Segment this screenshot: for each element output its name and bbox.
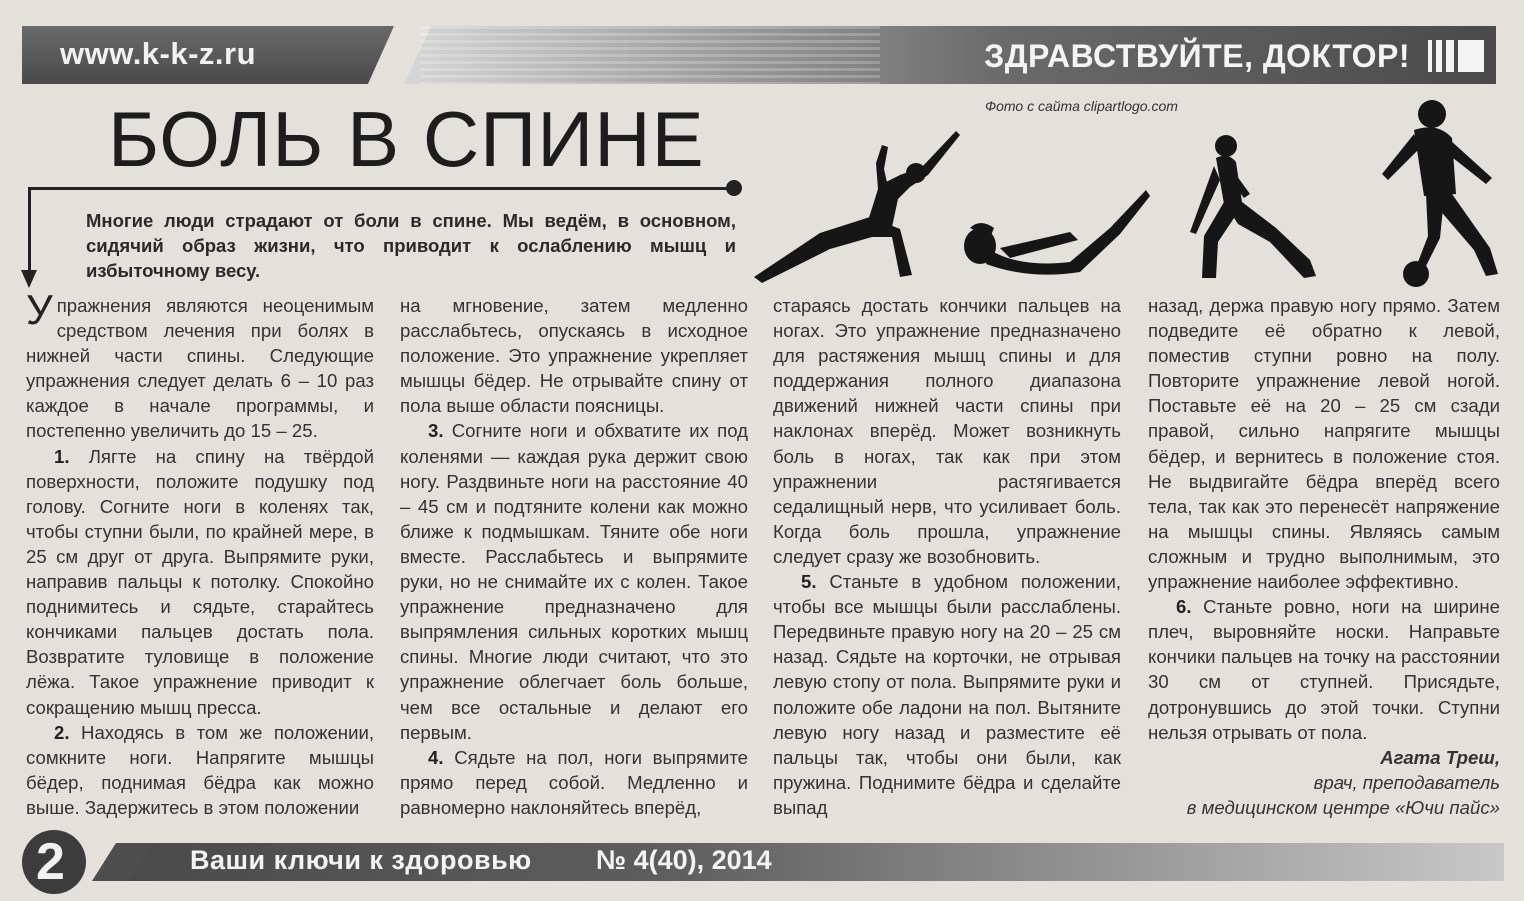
text-column-1	[26, 286, 375, 820]
article-title: БОЛЬ В СПИНЕ	[108, 95, 705, 183]
arrow-dot	[726, 180, 742, 196]
intro-paragraph: Упражнения являются неоценимым средством лечения при болях в нижней части спины. Следующие упражнения следует делать 6 – 10 раз каждое в начале программы, и постепенно увеличить до 15 – 25.	[26, 286, 374, 442]
page-number: 2	[36, 833, 65, 891]
publication-name: Ваши ключи к здоровью	[190, 845, 532, 875]
exercise-3-paragraph: 3. Согните ноги и обхватите их под коленями — каждая рука держит свою ногу. Раздвиньте ноги на расстояние 40 – 45 см и подтяните колени как можно ближе к подмышкам. Тяните обе ноги вместе. Расслабьтесь и выпрямите руки, но не снимайте их с колен. Такое упражнение предназначено для выпрямления сильных коротких мышц спины. Многие люди считают, что это упражнение облегчает боль больше, чем все остальные и делают его первым.	[400, 420, 748, 743]
author-name: Агата Треш,	[1380, 746, 1500, 768]
exercise-2-paragraph: 2. Находясь в том же положении, сомкните ноги. Напрягите мышцы бёдер, поднимая бёдра как можно выше. Задержитесь в этом положении	[26, 721, 375, 818]
exercise-2-continued: на мгновение, затем медленно расслабьтесь, опускаясь в исходное положение. Это упражнение укрепляет мышцы бёдер. Не отрывайте спину от пола выше области поясницы.	[400, 295, 748, 417]
abdominal-crunch-silhouette	[960, 188, 1150, 278]
exercise-5-paragraph: 5. Станьте в удобном положении, чтобы все мышцы были расслаблены. Передвиньте правую ногу на 20 – 25 см назад. Сядьте на корточки, не отрывая левую стопу от пола. Выпрямите руки и положите обе ладони на пол. Вытяните левую ногу назад и разместите её пальцы так, чтобы они были, как пружина. Поднимите бёдра и сделайте выпад	[773, 571, 1121, 818]
exercise-4-continued: стараясь достать кончики пальцев на ногах. Это упражнение предназначено для растяжения мышц спины и для поддержания полного диапазона движений нижней части спины при наклонах вперёд. Может возникнуть боль в ногах, так как при этом упражнении растягивается седалищный нерв, что усиливает боль. Когда боль прошла, упражнение следует сразу же возобновить.	[773, 295, 1121, 567]
author-role: врач, преподаватель	[1313, 771, 1500, 793]
section-bars-icon	[1428, 40, 1486, 72]
exercise-4-paragraph: 4. Сядьте на пол, ноги выпрямите прямо перед собой. Медленно и равномерно наклоняйтесь вперёд,	[400, 746, 749, 818]
author-affiliation: в медицинском центре «Ючи пайс»	[1186, 796, 1500, 818]
standing-lunge-silhouette	[1180, 132, 1320, 282]
exercise-5-continued: назад, держа правую ногу прямо. Затем подведите её обратно к левой, поместив ступни ровно на полу. Повторите упражнение левой ногой. Поставьте её на 20 – 25 см сзади правой, сильно напрягите мышцы бёдер, и вернитесь в положение стоя. Не выдвигайте бёдра вперёд всего тела, так как это перенесёт напряжение на мышцы спины. Являясь самым сложным и трудно выполнимым, это упражнение наиболее эффективно.	[1148, 295, 1500, 593]
text-column-3	[773, 293, 1121, 820]
drop-cap: У	[26, 286, 53, 333]
text-column-2	[400, 293, 748, 820]
football-player-silhouette	[1380, 98, 1505, 288]
yoga-lunge-silhouette	[750, 125, 960, 285]
arrow-stem	[28, 187, 31, 273]
text-column-4	[1148, 293, 1500, 820]
exercise-1-paragraph: 1. Лягте на спину на твёрдой поверхности, положите подушку под голову. Согните ноги в коленях так, чтобы ступни были, по крайней мере, в 25 см друг от друга. Выпрямите руки, направив пальцы к потолку. Спокойно поднимитесь и сядьте, старайтесь кончиками пальцев достать пола. Возвратите туловище в положение лёжа. Такое упражнение приводит к сокращению мышц пресса.	[26, 445, 374, 718]
header-stripes	[420, 26, 880, 84]
photo-credit: Фото с сайта clipartlogo.com	[985, 98, 1178, 114]
article-lead: Многие люди страдают от боли в спине. Мы ведём, в основном, сидячий образ жизни, что приводит к ослаблению мышц и избыточному весу.	[86, 210, 736, 281]
site-url: www.k-k-z.ru	[60, 36, 257, 71]
exercise-6-paragraph: 6. Станьте ровно, ноги на ширине плеч, выровняйте носки. Направьте кончики пальцев на точку на расстоянии 30 см от ступней. Присядьте, дотронувшись до этой точки. Ступни нельзя отрывать от пола.	[1148, 596, 1500, 743]
issue-number: № 4(40), 2014	[596, 845, 772, 875]
arrow-line	[28, 187, 734, 190]
section-title: ЗДРАВСТВУЙТЕ, ДОКТОР!	[984, 38, 1410, 74]
